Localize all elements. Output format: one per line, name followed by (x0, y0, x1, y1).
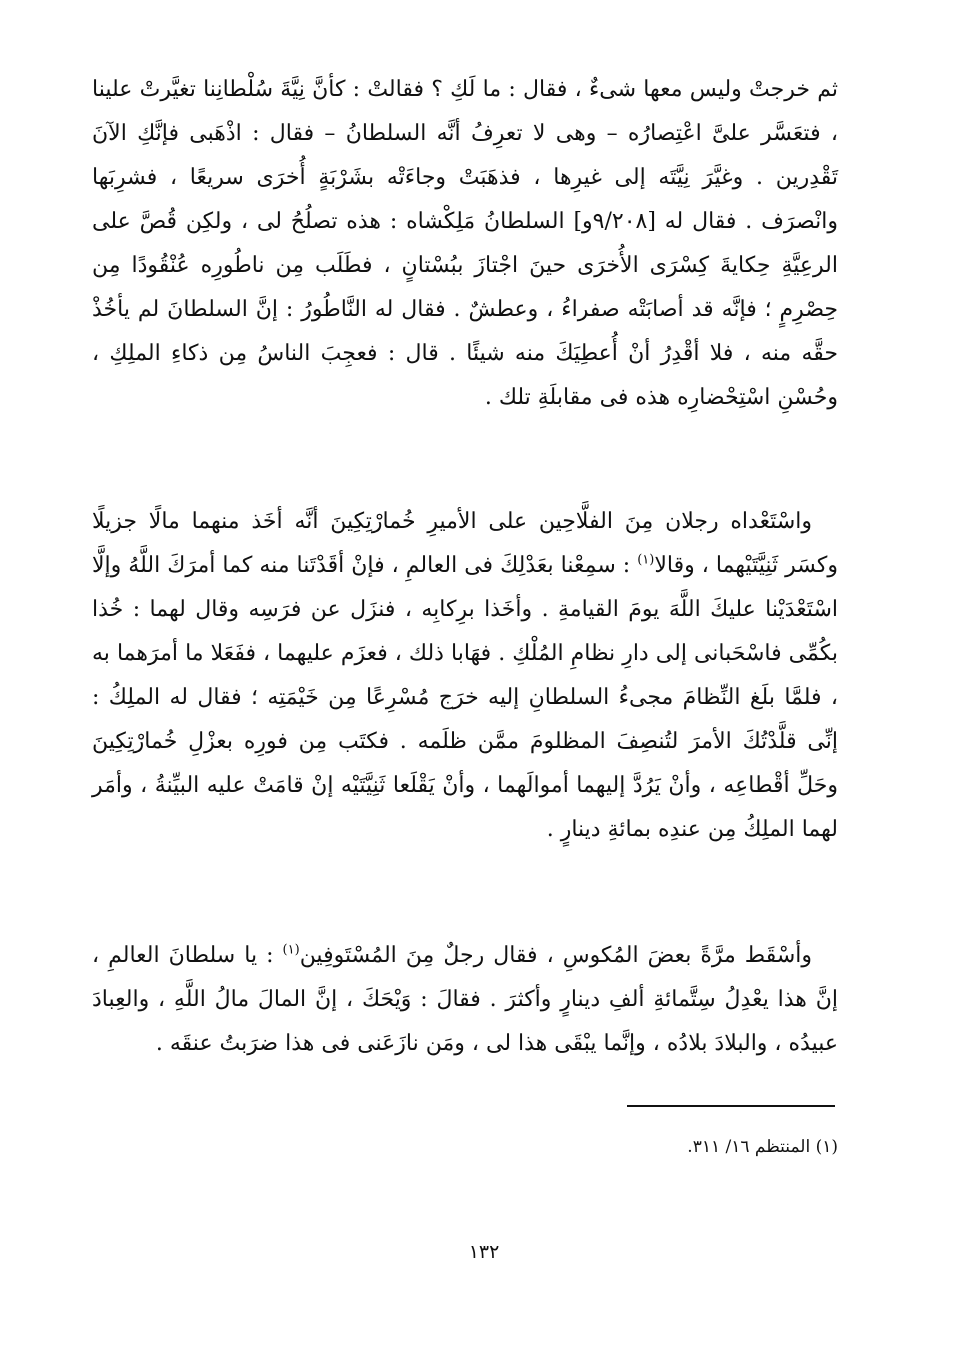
paragraph-2-text-start: واسْتَعْداه رجلان مِنَ الفلَّاحِين على الأميرِ خُمارْتِكِينَ أنَّه أخَذ منهما مالًا جزيلًا وكسَر ثَنِيَّتَيْهما ، وقالا (92, 509, 838, 578)
paragraph-2 (92, 500, 838, 852)
paragraph-3-text-start: وأسْقَط مرَّةً بعضَ المُكوسِ ، فقال رجلٌ مِنَ المُسْتَوفِين (299, 943, 812, 968)
footnote-reference-2: (١) (282, 942, 300, 958)
paragraph-3-text-end: : يا سلطانَ العالمِ ، إنَّ هذا يعْدِلُ سِتَّمائةِ ألفِ دينارٍ وأكثرَ . فقالَ : وَيْحَكَ ، إنَّ المالَ مالُ اللَّهِ ، والعِبادَ عبيدُه ، والبلادَ بلادُه ، وإنَّما يبْقَى هذا لى ، ومَن نازَعَنى فى هذا ضرَبتُ عنقَه . (92, 943, 838, 1056)
footnote-divider (627, 1105, 835, 1107)
paragraph-1-text: ثم خرجتْ وليس معها شىءٌ ، فقال : ما لَكِ ؟ فقالتْ : كأنَّ نِيَّةَ سُلْطانِنا تغيَّرتْ علينا ، فتعَسَّر علىَّ اعْتِصارُه – وهى لا تعرِفُ أنَّه السلطانُ – فقال : اذْهَبى فإنَّكِ الآنَ تَقْدِرين . وغيَّرَ نِيَّتَه إلى غيرِها ، فذهَبَتْ وجاءَتْه بشَرْبَةٍ أُخرَى سريعًا ، فشرِبَها وانْصرَف . فقال له [٩/٢٠٨و] السلطانُ مَلِكْشاه : هذه تصلُحُ لى ، ولكِن قُصَّ على الرعِيَّةِ حِكايةَ كِسْرَى الأُخرَى حينَ اجْتازَ ببُسْتانٍ ، فطَلَب مِن ناطُورِه عُنْقُودًا مِن حِصْرِمٍ ؛ فإنَّه قد أصابَتْه صفراءُ ، وعطشٌ . فقال له النَّاطُورُ : إنَّ السلطانَ لم يأخُذْ حقَّه منه ، فلا أقْدِرُ أنْ أُعطِيَكَ منه شيئًا . قال : فعجِبَ الناسُ مِن ذكاءِ الملِكِ ، وحُسْنِ اسْتِحْضارِه هذه فى مقابلَةِ تلك . (92, 77, 838, 410)
page-number: ١٣٢ (468, 1241, 500, 1263)
paragraph-3 (92, 934, 838, 1066)
footnote-reference-1: (١) (637, 552, 655, 568)
paragraph-2-text-end: : سمِعْنا بعَدْلِكَ فى العالمِ ، فإنْ أقَدْتَنا منه كما أمرَكَ اللَّهُ وإلَّا اسْتَعْدَيْنا عليكَ اللَّهَ يومَ القيامةِ . وأخَذا برِكابِه ، فنزَل عن فرَسِه وقال لهما : خُذا بكُمِّى فاسْحَبانى إلى دارِ نظامِ المُلْكِ . فهَابا ذلك ، فعزَم عليهما ، ففَعَلا ما أمرَهما به ، فلمَّا بلَغ النِّظامَ مجىءُ السلطانِ إليه خرَج مُسْرِعًا مِن خَيْمَتِه ؛ فقال له الملِكُ : إنِّى قلَّدْتُكَ الأمرَ لتُنصِفَ المظلومَ ممَّن ظلَمه . فكتَب مِن فورِه بعزْلِ خُمارْتِكِينَ وحَلِّ أقْطاعِه ، وأنْ يَرُدَّ إليهما أموالَهما ، وأنْ يَقْلَعا ثَنِيَّتَيْه إنْ قامَتْ عليه البيِّنةُ ، وأمَر لهما الملِكُ مِن عندِه بمائةِ دينارٍ . (92, 553, 838, 842)
footnote: (١) المنتظم ١٦/ ٣١١. (687, 1137, 838, 1157)
paragraph-1 (92, 68, 838, 420)
